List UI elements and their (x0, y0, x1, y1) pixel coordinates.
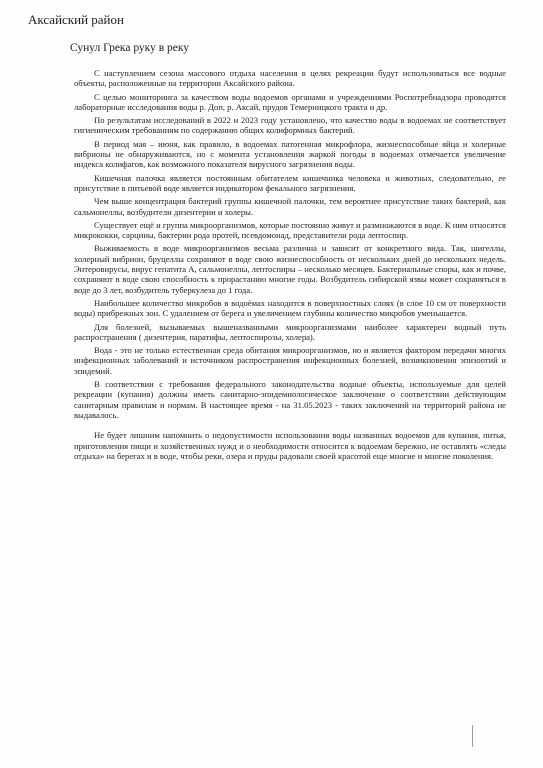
paragraph-13: Не будет лишним напомнить о недопустимости использования воды названных водоемов для купания, питья, приготовления пищи и хозяйственных нужд и о необходимости относится к водоемам бережно, не оставлять «следы отдыха» на берегах и в воде, чтобы реки, озера и пруды радовали своей красотой еще многие и многие поколения. (74, 430, 506, 461)
paragraph-4: В период мая – июня, как правило, в водоемах патогенная микрофлора, жизнеспособные яйца и холерные вибрионы не обнаруживаются, но с момента установления жаркой погоды в водоемах отмечается увеличение индекса колифагов, как возможного показателя вирусного загрязнения воды. (74, 138, 506, 170)
paragraph-1: С наступлением сезона массового отдыха населения в целях рекреации будут использоваться все водные объекты, расположенные на территории Аксайского района. (74, 68, 506, 89)
paragraph-7: Существует ещё и группа микроорганизмов, которые постоянно живут и размножаются в воде. К ним относятся микрококки, сарцины, бактерии рода протей, псевдомонад, представители рода лептоспир. (74, 219, 506, 241)
paragraph-2: С целью мониторинга за качеством воды водоемов органами и учреждениями Роспотребнадзора проводятся лабораторные исследования воды р. Доп, р. Аксай, прудов Темерницкого тракта и др. (74, 91, 506, 112)
paragraph-10: Для болезней, вызываемых вышеназванными микроорганизмами наиболее характерен водный путь распространения ( дизентерия, паратифы, лептоспирозы, холера). (74, 321, 506, 342)
paragraph-3: По результатам исследований в 2022 и 2023 году установлено, что качество воды в водоемах не соответствует гигиеническим требованиям по содержанию общих колиформных бактерий. (74, 115, 506, 136)
document-header: Аксайский район (28, 12, 124, 27)
paragraph-5: Кишечная палочка является постоянным обитателем кишечника человека и животных, следовательно, ее присутствие в питьевой воде является индикатором фекального загрязнения. (74, 172, 506, 193)
paragraph-8: Выживаемость в воде микроорганизмов весьма различна и зависит от конкретного вида. Так, шигеллы, холерный вибрион, бруцеллы сохраняют в воде свою жизнеспособность от нескольких дней до нескольких недель. Энтеровирусы, вирус гепатита А, сальмонеллы, лептоспиры – несколько месяцев. Бактериальные споры, как и почве, сохраняют в воде свою способность к прорастанию многие годы. Возбудитель сибирской язвы может сохраняться в воде до 3 лет, возбудитель туберкулеза до 1 года. (74, 243, 506, 295)
paragraph-6: Чем выше концентрация бактерий группы кишечной палочки, тем вероятнее присутствие таких бактерий, как сальмонеллы, возбудители дизентерии и холеры. (74, 196, 506, 217)
scan-edge-mark (472, 725, 473, 747)
document-body (74, 68, 506, 464)
paragraph-12: В соответствии с требования федерального законодательства водные объекты, используемые для целей рекреации (купания) должны иметь санитарно-эпидемиологическое заключение о соответствии действующим санитарным правилам и нормам. В настоящее время - на 31.05.2023 - таких заключений на территорий района не выдавалось. (74, 379, 506, 420)
paragraph-11: Вода - это не только естественная среда обитания микроорганизмов, но и является фактором передачи многих инфекционных заболеваний и источником распространения инфекционных болезней, возникновения эпизоотий и эпидемий. (74, 345, 506, 376)
paragraph-9: Наибольшее количество микробов в водоёмах находится в поверхностных слоях (в слое 10 см от поверхности воды) прибрежных зон. С удалением от берега и увеличением глубины количество микробов уменьшается. (74, 297, 506, 319)
document-title: Сунул Грека руку в реку (70, 42, 190, 54)
